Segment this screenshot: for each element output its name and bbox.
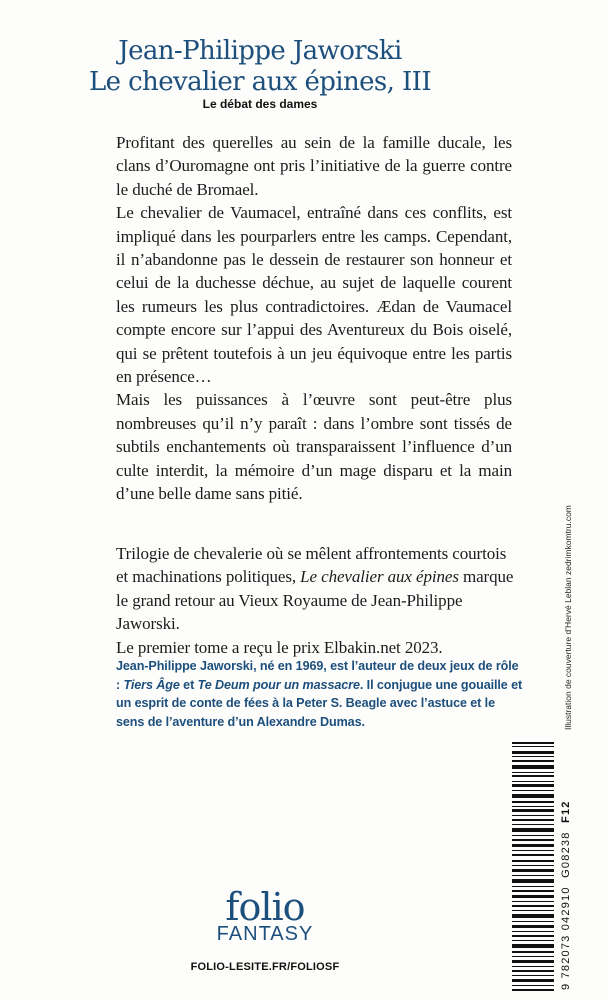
synopsis-paragraph: Profitant des querelles au sein de la famille ducale, les clans d’Ouromagne ont pris l’initiative de la guerre contre le duché de Bromael. bbox=[116, 133, 512, 199]
pitch bbox=[116, 542, 522, 659]
book-title: Le chevalier aux épines, III bbox=[88, 67, 432, 97]
synopsis-paragraph: Mais les puissances à l’œuvre sont peut-être plus nombreuses qu’il n’y paraît : dans l’ombre sont tissés de subtils enchantements où transparaissent l’influence d’un culte interdit, la mémoire d’un mage disparu et la main d’une belle dame sans pitié. bbox=[116, 390, 512, 504]
isbn-number bbox=[560, 745, 576, 990]
pitch-title-italic: Le chevalier aux épines bbox=[300, 567, 459, 587]
bio-game-title: Te Deum pour un massacre bbox=[197, 677, 360, 692]
logo-brand: folio bbox=[225, 885, 305, 929]
folio-fantasy-logo bbox=[190, 885, 340, 945]
author-name: Jean-Philippe Jaworski bbox=[118, 36, 402, 66]
isbn-code: G08238 bbox=[560, 831, 572, 878]
cover-illustration-credit: Illustration de couverture d’Hervé Leblan zedrimkomtru.com bbox=[563, 505, 573, 730]
logo-line: FANTASY bbox=[216, 923, 314, 945]
author-bio bbox=[116, 657, 526, 731]
bio-text: et bbox=[179, 677, 198, 692]
bio-text: Jean-Philippe Jaworski, né en 1969, est l’auteur de deux jeux de rôle : bbox=[116, 659, 519, 692]
bio-text: . Il conjugue une gouaille et un esprit de conte de fées à la Peter S. Beagle avec l’astuce et le sens de l’aventure d’un Alexandre Dumas. bbox=[116, 677, 523, 729]
bio-game-title: Tiers Âge bbox=[123, 677, 180, 692]
synopsis bbox=[116, 131, 512, 506]
book-subtitle: Le débat des dames bbox=[202, 97, 318, 111]
pitch-text-end: marque le grand retour au Vieux Royaume de Jean-Philippe Jaworski. bbox=[116, 567, 514, 634]
synopsis-paragraph: Le chevalier de Vaumacel, entraîné dans ces conflits, est impliqué dans les pourparlers entre les camps. Cependant, il n’abandonne pas le dessein de restaurer son honneur et celui de la duchesse déchue, au sujet de laquelle courent les rumeurs les plus contradictoires. Ædan de Vaumacel compte encore sur l’appui des Aventureux du Bois oiselé, qui se prêtent toutefois à un jeu équivoque entre les partis en présence… bbox=[116, 203, 512, 387]
header bbox=[0, 36, 520, 111]
pitch-text: Trilogie de chevalerie où se mêlent affrontements courtois et machinations politiques, bbox=[116, 544, 507, 587]
price-code: F12 bbox=[560, 800, 572, 823]
publisher-website: FOLIO-LESITE.FR/FOLIOSF bbox=[190, 961, 340, 973]
barcode bbox=[512, 742, 554, 992]
isbn-digits: 9 782073 042910 bbox=[560, 886, 572, 990]
pitch-prize: Le premier tome a reçu le prix Elbakin.net 2023. bbox=[116, 637, 443, 657]
